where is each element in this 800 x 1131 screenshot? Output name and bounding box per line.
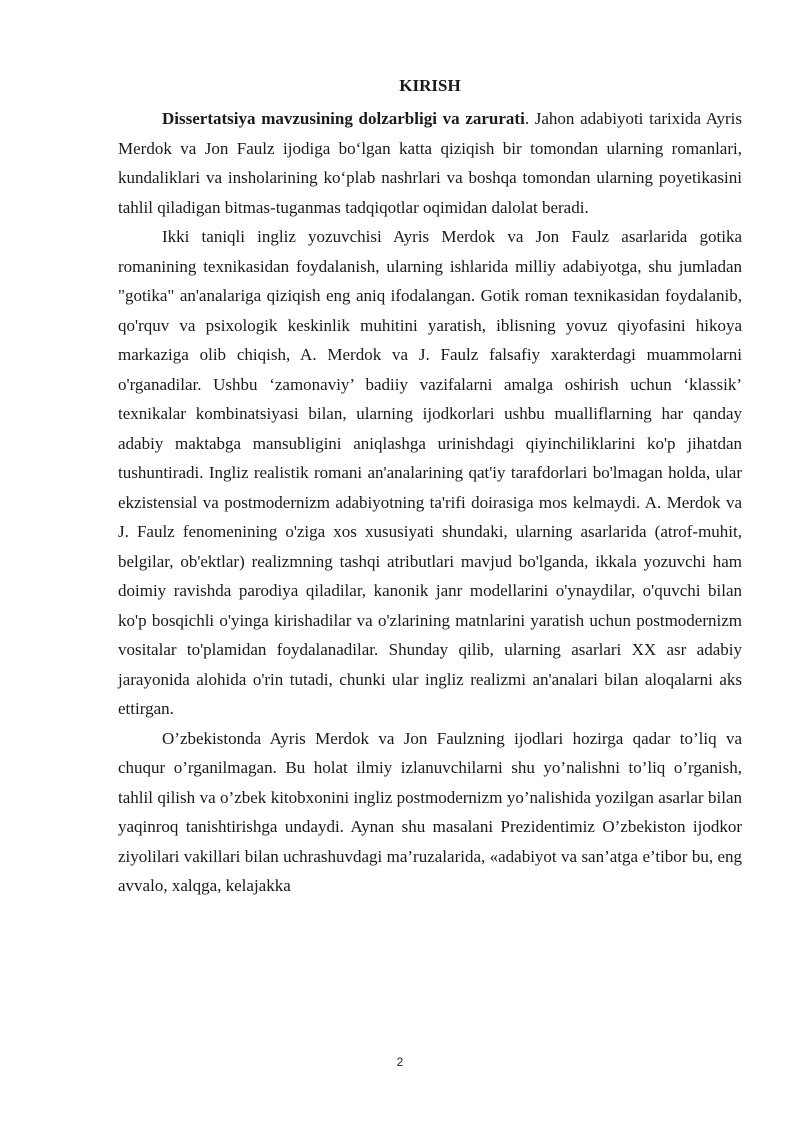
paragraph-relevance: [118, 104, 742, 222]
document-page: [118, 76, 742, 901]
paragraph-gothic-technique: [118, 222, 742, 724]
section-title: KIRISH: [399, 76, 461, 95]
paragraph-uzbekistan-study: [118, 724, 742, 901]
paragraph-body: Ikki taniqli ingliz yozuvchisi Ayris Merdok va Jon Faulz asarlarida gotika romanining texnikasidan foydalanish, ularning ishlarida milliy adabiyotga, shu jumladan "gotika" an'analariga qiziqish eng aniq ifodalangan. Gotik roman texnikasidan foydalanib, qo'rquv va psixologik keskinlik muhitini yaratish, iblisning yovuz qiyofasini hikoya markaziga olib chiqish, A. Merdok va J. Faulz falsafiy xarakterdagi muammolarni o'rganadilar. Ushbu ‘zamonaviy’ badiiy vazifalarni amalga oshirish uchun ‘klassik’ texnikalar kombinatsiyasi bilan, ularning ijodkorlari ushbu mualliflarning har qanday adabiy maktabga mansubligini aniqlashga urinishdagi qiyinchiliklarini ko'p jihatdan tushuntiradi. Ingliz realistik romani an'analarining qat'iy tarafdorlari bo'lmagan holda, ular ekzistensial va postmodernizm adabiyotning ta'rifi doirasiga mos kelmaydi. A. Merdok va J. Faulz fenomenining o'ziga xos xususiyati shundaki, ularning asarlarida (atrof-muhit, belgilar, ob'ektlar) realizmning tashqi atributlari mavjud bo'lganda, ikkala yozuvchi ham doimiy ravishda parodiya qiladilar, kanonik janr modellarini o'ynaydilar, o'quvchi bilan ko'p bosqichli o'yinga kirishadilar va o'zlarining matnlarini yaratish uchun postmodernizm vositalar to'plamidan foydalanadilar. Shunday qilib, ularning asarlari XX asr adabiy jarayonida alohida o'rin tutadi, chunki ular ingliz realizmi an'analari bilan aloqalarni aks ettirgan.: [118, 227, 742, 718]
paragraph-body: . Jahon adabiyoti tarixida Ayris Merdok va Jon Faulz ijodiga bo‘lgan katta qiziqish bir tomondan ularning romanlari, kundaliklari va insholarining ko‘plab nashrlari va boshqa tomondan ularning poyetikasini tahlil qiladigan bitmas-tuganmas tadqiqotlar oqimidan dalolat beradi.: [118, 109, 743, 217]
paragraph-body: O’zbekistonda Ayris Merdok va Jon Faulzning ijodlari hozirga qadar to’liq va chuqur o’rganilmagan. Bu holat ilmiy izlanuvchilarni shu yo’nalishni to’liq o’rganish, tahlil qilish va o’zbek kitobxonini ingliz postmodernizm yo’nalishida yozilgan asarlar bilan yaqinroq tanishtirishga undaydi. Aynan shu masalani Prezidentimiz O’zbekiston ijodkor ziyolilari vakillari bilan uchrashuvdagi ma’ruzalarida, «adabiyot va san’atga e’tibor bu, eng avvalo, xalqga, kelajakka: [118, 728, 742, 895]
paragraph-lead-heading: Dissertatsiya mavzusining dolzarbligi va zarurati: [162, 109, 525, 128]
page-number: 2: [396, 1055, 404, 1069]
